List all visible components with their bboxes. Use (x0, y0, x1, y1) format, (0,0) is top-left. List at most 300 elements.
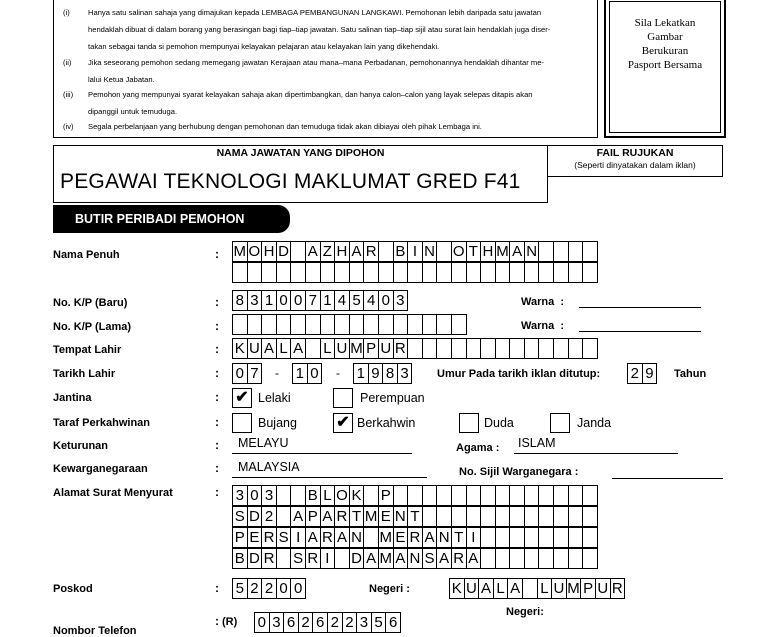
char-cell[interactable]: I (291, 528, 306, 548)
char-cell[interactable] (233, 315, 248, 335)
marital-widow-checkbox[interactable] (550, 413, 570, 433)
char-cell[interactable] (510, 528, 525, 548)
char-cell[interactable] (554, 528, 569, 548)
char-cell[interactable] (291, 242, 306, 262)
char-cell[interactable] (569, 528, 584, 548)
char-cell[interactable]: 2 (262, 579, 277, 599)
char-cell[interactable] (335, 263, 350, 283)
char-cell[interactable] (408, 315, 423, 335)
char-cell[interactable]: N (350, 528, 365, 548)
char-cell[interactable]: 3 (233, 486, 248, 506)
birth-month-grid[interactable] (292, 363, 322, 384)
char-cell[interactable]: U (379, 339, 394, 359)
char-cell[interactable] (335, 315, 350, 335)
address-grid-row1[interactable] (232, 485, 598, 506)
colon: : (215, 614, 219, 628)
address-grid-row3[interactable] (232, 527, 598, 548)
char-cell[interactable] (510, 339, 525, 359)
char-cell[interactable] (408, 339, 423, 359)
char-cell[interactable]: 0 (277, 291, 292, 311)
char-cell[interactable]: P (364, 339, 379, 359)
char-cell[interactable]: N (525, 242, 540, 262)
char-cell[interactable] (523, 579, 538, 599)
char-cell[interactable]: P (581, 579, 596, 599)
char-cell[interactable]: 1 (354, 364, 369, 384)
citizenship-cert-label: No. Sijil Warganegara : (459, 466, 579, 478)
char-cell[interactable] (452, 263, 467, 283)
religion-label: Agama : (456, 442, 500, 454)
char-cell[interactable]: N (408, 549, 423, 569)
char-cell[interactable]: R (452, 549, 467, 569)
char-cell[interactable] (554, 507, 569, 527)
char-cell[interactable]: U (596, 579, 611, 599)
char-cell[interactable] (379, 263, 394, 283)
char-cell[interactable] (350, 263, 365, 283)
postcode-grid[interactable] (232, 578, 306, 599)
label-gender: Jantina (53, 392, 92, 404)
char-cell[interactable] (394, 263, 409, 283)
char-cell[interactable]: D (277, 242, 292, 262)
char-cell[interactable] (481, 528, 496, 548)
char-cell[interactable]: P (233, 528, 248, 548)
char-cell[interactable]: O (248, 243, 261, 260)
label-ic-old: No. K/P (Lama) (53, 321, 132, 333)
char-cell[interactable]: R (262, 549, 277, 569)
char-cell[interactable]: L (494, 579, 509, 599)
label-ethnicity: Keturunan (53, 440, 108, 452)
char-cell[interactable]: 4 (335, 291, 350, 311)
char-cell[interactable] (496, 339, 511, 359)
char-cell[interactable] (423, 315, 438, 335)
char-cell[interactable]: 2 (248, 579, 263, 599)
char-cell[interactable]: 0 (248, 486, 263, 506)
char-cell[interactable] (539, 486, 554, 506)
char-cell[interactable] (510, 486, 525, 506)
char-cell[interactable]: M (379, 529, 392, 546)
char-cell[interactable] (481, 263, 496, 283)
char-cell[interactable] (539, 549, 554, 569)
marital-widow-label: Janda (577, 416, 612, 430)
char-cell[interactable] (291, 486, 306, 506)
char-cell[interactable]: B (233, 549, 248, 569)
char-cell[interactable] (569, 242, 584, 262)
char-cell[interactable]: R (335, 507, 350, 527)
gender-male-label: Lelaki (258, 391, 291, 405)
state-grid[interactable] (449, 578, 625, 599)
char-cell[interactable] (364, 263, 379, 283)
citizenship-value[interactable]: MALAYSIA (238, 460, 300, 474)
label-phone: Nombor Telefon (53, 625, 137, 637)
char-cell[interactable]: U (248, 339, 263, 359)
char-cell[interactable]: A (291, 339, 306, 359)
char-cell[interactable]: 9 (369, 364, 384, 384)
char-cell[interactable]: P (306, 507, 321, 527)
char-cell[interactable] (467, 486, 482, 506)
char-cell[interactable] (364, 528, 379, 548)
char-cell[interactable]: 0 (233, 364, 248, 384)
char-cell[interactable]: O (452, 243, 465, 260)
char-cell[interactable] (510, 549, 525, 569)
char-cell[interactable] (539, 339, 554, 359)
char-cell[interactable] (233, 263, 248, 283)
char-cell[interactable] (583, 507, 598, 527)
char-cell[interactable]: 6 (386, 613, 401, 633)
char-cell[interactable] (248, 263, 263, 283)
char-cell[interactable] (452, 507, 467, 527)
char-cell[interactable] (569, 339, 584, 359)
char-cell[interactable] (437, 339, 452, 359)
char-cell[interactable] (496, 486, 511, 506)
ethnicity-value[interactable]: MELAYU (238, 436, 289, 450)
char-cell[interactable]: O (336, 487, 348, 504)
char-cell[interactable] (291, 315, 306, 335)
reference-file-box (548, 145, 723, 177)
char-cell[interactable]: I (408, 242, 423, 262)
char-cell[interactable]: 5 (372, 613, 387, 633)
char-cell[interactable] (569, 263, 584, 283)
char-cell[interactable]: Z (321, 242, 336, 262)
date-separator: - (275, 366, 279, 380)
char-cell[interactable] (306, 339, 321, 359)
ic-old-grid[interactable] (232, 314, 467, 335)
char-cell[interactable]: A (306, 528, 321, 548)
gender-female-checkbox[interactable] (333, 388, 353, 408)
colon: : (215, 581, 219, 595)
char-cell[interactable]: T (350, 507, 365, 527)
marital-single-checkbox[interactable] (232, 413, 252, 433)
char-cell[interactable]: M (567, 580, 580, 597)
char-cell[interactable] (554, 242, 569, 262)
char-cell[interactable] (277, 315, 292, 335)
marital-single-label: Bujang (258, 416, 297, 430)
char-cell[interactable]: S (233, 507, 248, 527)
char-cell[interactable]: 2 (328, 613, 343, 633)
colour-line-2[interactable] (579, 331, 701, 332)
char-cell[interactable] (525, 486, 540, 506)
char-cell[interactable] (583, 242, 598, 262)
state-label: Negeri : (369, 583, 410, 595)
position-applied-value[interactable]: PEGAWAI TEKNOLOGI MAKLUMAT GRED F41 (60, 170, 521, 193)
char-cell[interactable]: 5 (350, 291, 365, 311)
char-cell[interactable] (496, 528, 511, 548)
char-cell[interactable]: S (277, 528, 292, 548)
label-birth-date: Tarikh Lahir (53, 368, 116, 380)
char-cell[interactable]: A (262, 339, 277, 359)
char-cell[interactable] (394, 486, 409, 506)
colour-line-1[interactable] (579, 307, 701, 308)
colour-label: Warna : (521, 296, 564, 308)
birth-day-grid[interactable] (232, 363, 262, 384)
age-grid[interactable] (627, 363, 657, 384)
char-cell[interactable]: S (423, 549, 438, 569)
marital-widower-checkbox[interactable] (459, 413, 479, 433)
gender-male-checkbox[interactable]: ✔ (232, 388, 252, 408)
char-cell[interactable]: R (262, 528, 277, 548)
char-cell[interactable]: L (277, 339, 292, 359)
char-cell[interactable]: E (248, 528, 263, 548)
char-cell[interactable]: 7 (306, 291, 321, 311)
char-cell[interactable]: 3 (357, 613, 372, 633)
char-cell[interactable] (437, 315, 452, 335)
char-cell[interactable]: N (394, 507, 409, 527)
char-cell[interactable]: E (379, 507, 394, 527)
char-cell[interactable] (539, 528, 554, 548)
char-cell[interactable] (525, 528, 540, 548)
char-cell[interactable]: 1 (293, 364, 308, 384)
char-cell[interactable] (437, 242, 452, 262)
char-cell[interactable]: A (467, 549, 482, 569)
colon: : (215, 485, 219, 499)
char-cell[interactable] (569, 507, 584, 527)
char-cell[interactable]: 2 (262, 507, 277, 527)
char-cell[interactable]: T (452, 528, 467, 548)
full-name-grid-row1[interactable] (232, 241, 598, 262)
char-cell[interactable]: 6 (284, 613, 299, 633)
char-cell[interactable]: 0 (255, 613, 270, 633)
char-cell[interactable] (277, 507, 292, 527)
colon: : (215, 342, 219, 356)
char-cell[interactable] (379, 242, 394, 262)
char-cell[interactable] (467, 339, 482, 359)
char-cell[interactable] (569, 549, 584, 569)
char-cell[interactable]: D (350, 549, 365, 569)
char-cell[interactable]: M (350, 340, 363, 357)
position-applied-label: NAMA JAWATAN YANG DIPOHON (216, 147, 385, 159)
char-cell[interactable]: A (508, 579, 523, 599)
char-cell[interactable]: 3 (394, 291, 409, 311)
char-cell[interactable]: A (335, 528, 350, 548)
char-cell[interactable]: R (321, 528, 336, 548)
char-cell[interactable] (248, 315, 263, 335)
char-cell[interactable]: A (306, 242, 321, 262)
char-cell[interactable]: R (611, 579, 626, 599)
char-cell[interactable] (481, 507, 496, 527)
char-cell[interactable]: 3 (270, 613, 285, 633)
position-applied-box (53, 145, 548, 203)
char-cell[interactable]: D (248, 549, 263, 569)
char-cell[interactable] (569, 486, 584, 506)
char-cell[interactable] (262, 263, 277, 283)
char-cell[interactable] (525, 507, 540, 527)
char-cell[interactable] (496, 549, 511, 569)
char-cell[interactable] (539, 507, 554, 527)
char-cell[interactable]: H (335, 242, 350, 262)
char-cell[interactable]: A (291, 507, 306, 527)
char-cell[interactable]: 7 (248, 364, 263, 384)
char-cell[interactable]: 0 (308, 364, 323, 384)
char-cell[interactable] (525, 339, 540, 359)
char-cell[interactable]: M (233, 243, 247, 260)
colon: : (215, 295, 219, 309)
char-cell[interactable] (554, 486, 569, 506)
char-cell[interactable] (350, 315, 365, 335)
char-cell[interactable] (394, 315, 409, 335)
char-cell[interactable]: L (538, 579, 553, 599)
char-cell[interactable]: A (437, 549, 452, 569)
char-cell[interactable]: T (467, 242, 482, 262)
char-cell[interactable] (554, 549, 569, 569)
char-cell[interactable] (423, 507, 438, 527)
char-cell[interactable]: 4 (364, 291, 379, 311)
char-cell[interactable]: K (350, 486, 365, 506)
char-cell[interactable] (277, 549, 292, 569)
char-cell[interactable]: 0 (379, 291, 394, 311)
char-cell[interactable]: R (306, 549, 321, 569)
char-cell[interactable] (467, 507, 482, 527)
char-cell[interactable] (481, 339, 496, 359)
char-cell[interactable] (452, 486, 467, 506)
char-cell[interactable] (437, 486, 452, 506)
address-grid-row2[interactable] (232, 506, 598, 527)
char-cell[interactable] (452, 339, 467, 359)
char-cell[interactable] (437, 507, 452, 527)
ic-new-grid[interactable] (232, 290, 408, 311)
char-cell[interactable]: N (437, 528, 452, 548)
gender-female-label: Perempuan (360, 391, 425, 405)
char-cell[interactable]: B (306, 486, 321, 506)
char-cell[interactable] (481, 486, 496, 506)
char-cell[interactable] (510, 263, 525, 283)
char-cell[interactable] (554, 263, 569, 283)
ethnicity-line (232, 453, 412, 454)
char-cell[interactable]: U (552, 579, 567, 599)
char-cell[interactable] (277, 263, 292, 283)
char-cell[interactable] (379, 315, 394, 335)
char-cell[interactable]: 0 (291, 579, 306, 599)
char-cell[interactable] (306, 315, 321, 335)
char-cell[interactable] (481, 549, 496, 569)
char-cell[interactable]: I (321, 549, 336, 569)
char-cell[interactable]: 2 (299, 613, 314, 633)
char-cell[interactable]: P (379, 486, 394, 506)
char-cell[interactable]: H (481, 242, 496, 262)
colon: : (215, 247, 219, 261)
char-cell[interactable] (306, 263, 321, 283)
char-cell[interactable] (525, 263, 540, 283)
date-separator: - (336, 366, 340, 380)
char-cell[interactable] (496, 263, 511, 283)
char-cell[interactable]: A (321, 507, 336, 527)
char-cell[interactable]: N (423, 242, 438, 262)
char-cell[interactable] (408, 486, 423, 506)
char-cell[interactable]: 3 (248, 291, 263, 311)
char-cell[interactable] (423, 339, 438, 359)
char-cell[interactable]: M (364, 508, 378, 525)
char-cell[interactable]: M (379, 550, 392, 567)
marital-married-label: Berkahwin (357, 416, 416, 430)
religion-value[interactable]: ISLAM (518, 436, 556, 450)
char-cell[interactable] (583, 486, 598, 506)
char-cell[interactable]: E (394, 528, 409, 548)
photo-instructions: Sila Lekatkan Gambar Berukuran Pasport Bersama (609, 1, 721, 133)
char-cell[interactable]: 2 (628, 364, 643, 384)
char-cell[interactable]: A (364, 549, 379, 569)
char-cell[interactable] (539, 242, 554, 262)
char-cell[interactable] (408, 263, 423, 283)
char-cell[interactable] (467, 263, 482, 283)
phone-grid[interactable] (254, 612, 401, 633)
char-cell[interactable]: T (408, 507, 423, 527)
char-cell[interactable] (496, 507, 511, 527)
char-cell[interactable] (437, 263, 452, 283)
char-cell[interactable]: U (335, 339, 350, 359)
char-cell[interactable] (423, 263, 438, 283)
char-cell[interactable]: R (408, 528, 423, 548)
char-cell[interactable]: A (423, 528, 438, 548)
char-cell[interactable]: A (394, 549, 409, 569)
char-cell[interactable]: 3 (398, 364, 413, 384)
char-cell[interactable]: 5 (233, 579, 248, 599)
char-cell[interactable]: M (496, 243, 509, 260)
char-cell[interactable] (364, 315, 379, 335)
char-cell[interactable]: K (450, 579, 465, 599)
char-cell[interactable] (452, 315, 467, 335)
char-cell[interactable] (291, 263, 306, 283)
char-cell[interactable]: U (465, 579, 480, 599)
label-citizenship: Kewarganegaraan (53, 463, 148, 475)
char-cell[interactable]: 2 (343, 613, 358, 633)
birth-place-grid[interactable] (232, 338, 598, 359)
char-cell[interactable]: H (262, 242, 277, 262)
char-cell[interactable] (423, 486, 438, 506)
char-cell[interactable]: 8 (383, 364, 398, 384)
full-name-grid-row2[interactable] (232, 262, 598, 283)
char-cell[interactable] (583, 339, 598, 359)
marital-married-checkbox[interactable]: ✔ (333, 413, 353, 433)
char-cell[interactable]: 1 (321, 291, 336, 311)
char-cell[interactable]: B (394, 242, 409, 262)
char-cell[interactable]: 0 (291, 291, 306, 311)
char-cell[interactable] (321, 263, 336, 283)
char-cell[interactable]: A (479, 579, 494, 599)
char-cell[interactable] (321, 315, 336, 335)
colon: : (215, 415, 219, 429)
char-cell[interactable] (277, 486, 292, 506)
char-cell[interactable]: 3 (262, 486, 277, 506)
char-cell[interactable]: 0 (277, 579, 292, 599)
label-ic-new: No. K/P (Baru) (53, 297, 128, 309)
char-cell[interactable] (262, 315, 277, 335)
char-cell[interactable]: 8 (233, 291, 248, 311)
char-cell[interactable]: S (291, 549, 306, 569)
char-cell[interactable]: D (248, 507, 263, 527)
char-cell[interactable]: R (394, 339, 409, 359)
char-cell[interactable]: 9 (643, 364, 658, 384)
address-grid-row4[interactable] (232, 548, 598, 569)
char-cell[interactable]: R (364, 242, 379, 262)
birth-year-grid[interactable] (353, 363, 412, 384)
char-cell[interactable] (583, 263, 598, 283)
char-cell[interactable] (525, 549, 540, 569)
char-cell[interactable] (335, 549, 350, 569)
char-cell[interactable]: I (467, 528, 482, 548)
char-cell[interactable]: A (510, 242, 525, 262)
char-cell[interactable]: L (321, 486, 336, 506)
char-cell[interactable]: K (233, 339, 248, 359)
char-cell[interactable] (364, 486, 379, 506)
char-cell[interactable] (554, 339, 569, 359)
citizenship-cert-line[interactable] (612, 478, 723, 479)
char-cell[interactable] (510, 507, 525, 527)
colour-label: Warna : (521, 320, 564, 332)
char-cell[interactable]: 1 (262, 291, 277, 311)
char-cell[interactable] (583, 549, 598, 569)
char-cell[interactable]: L (321, 339, 336, 359)
char-cell[interactable] (583, 528, 598, 548)
char-cell[interactable]: A (350, 242, 365, 262)
char-cell[interactable] (539, 263, 554, 283)
char-cell[interactable]: 6 (313, 613, 328, 633)
